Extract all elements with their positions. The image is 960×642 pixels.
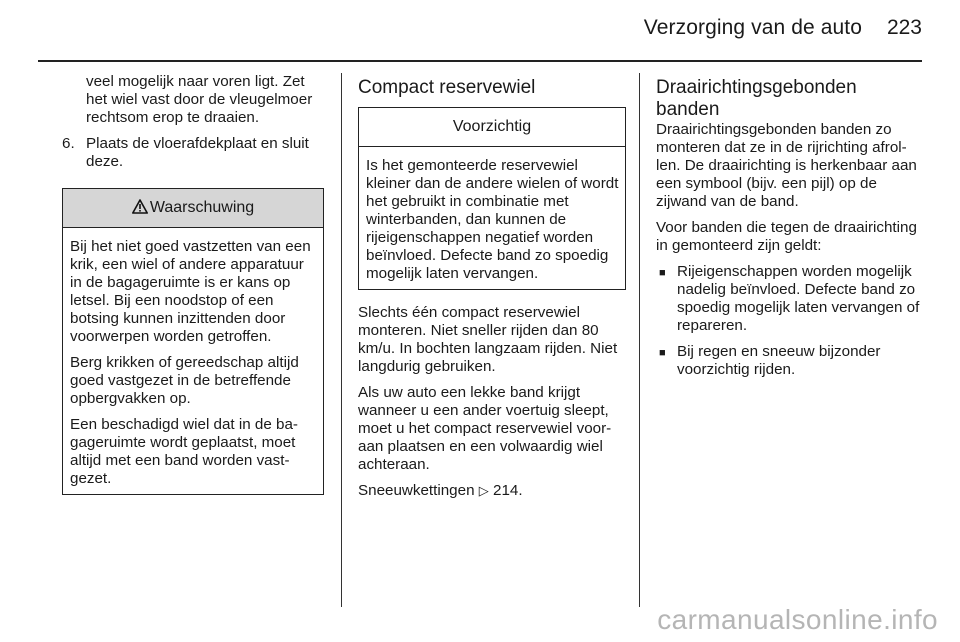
list-item — [656, 263, 922, 335]
paragraph-2: Voor banden die tegen de draairichting in gemonteerd zijn geldt: — [656, 219, 917, 254]
column-2 — [358, 73, 626, 508]
cross-reference — [358, 482, 626, 500]
caution-title: Voorzichtig — [452, 118, 532, 135]
continued-text: veel mogelijk naar voren ligt. Zet het wiel vast door de vleugelmoer rechtsom erop te draaien. — [86, 73, 313, 126]
list-item-text: Bij regen en sneeuw bijzonder voorzichtig rijden. — [677, 343, 881, 378]
page-reference-arrow-icon: ▷ — [478, 483, 489, 498]
warning-triangle-icon — [132, 191, 148, 229]
list-item — [656, 343, 922, 379]
paragraph-1: Slechts één compact reservewiel monteren. Niet sneller rijden dan 80 km/u. In bochten langzaam rijden. Niet langdurig gebruiken. — [358, 304, 618, 375]
section-heading-compact-spare: Compact reservewiel — [358, 77, 536, 98]
header-rule — [38, 60, 922, 62]
column-3 — [656, 73, 922, 387]
list-item-text: Rijeigenschappen worden mogelijk nadelig beïnvloed. Defecte band zo spoedig mogelijk laten vervangen of repareren. — [677, 263, 920, 334]
warning-paragraph-3: Een beschadigd wiel dat in de bagageruimte wordt geplaatst, moet altijd met een band worden vastgezet. — [70, 416, 298, 487]
reference-page: 214. — [493, 482, 523, 499]
warning-paragraph-1: Bij het niet goed vastzetten van een krik, een wiel of andere apparatuur in de bagageruimte is er kans op letsel. Bij een noodstop of een botsing kunnen inzittenden door voorwerpen worden getroffen. — [70, 238, 311, 345]
bullet-square-icon: ■ — [659, 347, 666, 359]
column-divider-left — [341, 73, 342, 607]
column-divider-right — [639, 73, 640, 607]
step-6 — [62, 135, 324, 171]
step-number: 6. — [62, 135, 75, 152]
paragraph-2: Als uw auto een lekke band krijgt wanneer u een ander voertuig sleept, moet u het compact reservewiel vooraan plaatsen en een volwaardig wiel achteraan. — [358, 384, 612, 473]
header-title: Verzorging van de auto — [643, 16, 862, 39]
warning-body — [63, 228, 323, 494]
section-heading-directional-tyres: Draairichtingsgebonden banden — [656, 77, 857, 120]
page-number: 223 — [886, 16, 922, 39]
warning-title: Waarschuwing — [149, 199, 255, 216]
paragraph-1: Draairichtingsgebonden banden zo monteren dat ze in de rijrichting afrollen. De draairichting is herkenbaar aan een symbool (bijv. een pijl) op de zijwand van de band. — [656, 121, 917, 210]
reference-text: Sneeuwkettingen — [358, 482, 475, 499]
column-1 — [62, 73, 324, 495]
warning-header — [63, 189, 323, 228]
warning-box — [62, 188, 324, 495]
bullet-square-icon: ■ — [659, 267, 666, 279]
watermark: carmanualsonline.info — [657, 604, 938, 635]
warning-paragraph-2: Berg krikken of gereedschap altijd goed vastgezet in de betreffende opbergvakken op. — [70, 354, 299, 407]
caution-box — [358, 107, 626, 290]
caution-body — [359, 147, 625, 289]
caution-header — [359, 108, 625, 147]
step-text: Plaats de vloerafdekplaat en sluit deze. — [86, 135, 309, 170]
caution-paragraph: Is het gemonteerde reservewiel kleiner dan de andere wielen of wordt het gebruikt in combinatie met winterbanden, dan kunnen de rijeigenschappen negatief worden beïnvloed. Defecte band zo spoedig mogelijk laten vervangen. — [366, 157, 619, 282]
